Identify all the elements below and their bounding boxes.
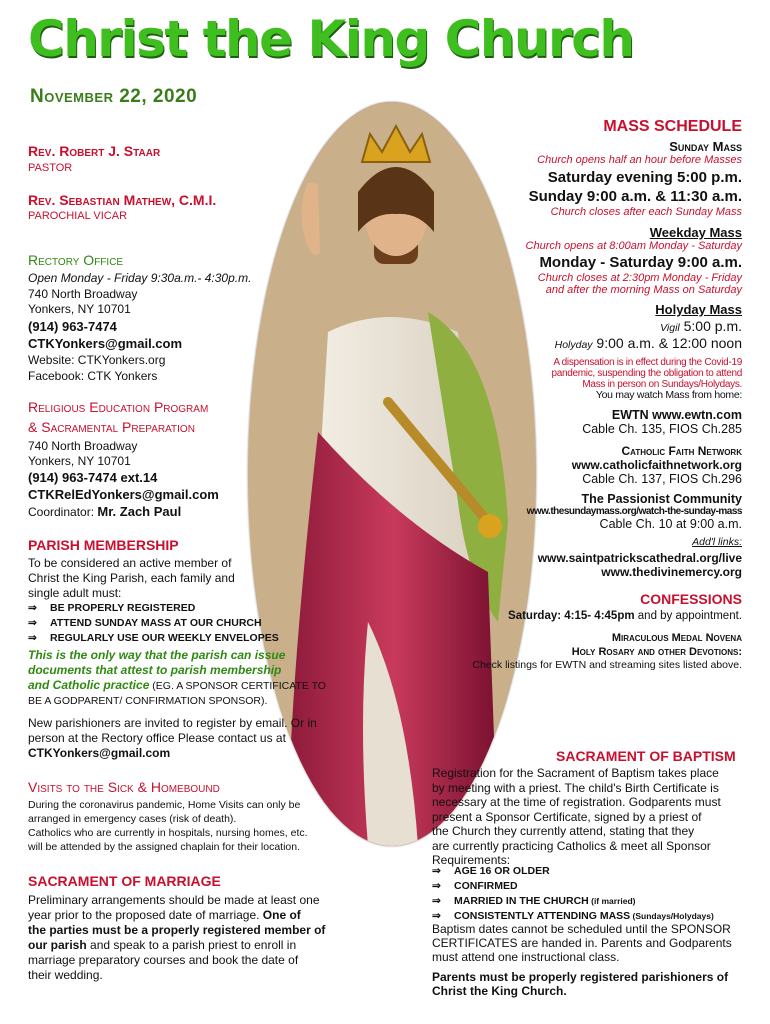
conf-time-rest: and by appointment. <box>634 610 742 622</box>
weekday-time: Monday - Saturday 9:00 a.m. <box>539 254 742 271</box>
baptism-line-1: Registration for the Sacrament of Baptism takes place <box>432 766 719 780</box>
marriage-line-1: Preliminary arrangements should be made at least one <box>28 893 320 907</box>
baptism-line-2: by meeting with a priest. The child's Birth Certificate is <box>432 780 719 795</box>
membership-note-4: BE A GODPARENT/ CONFIRMATION SPONSOR). <box>28 695 268 707</box>
conf-time-bold: Saturday: 4:15- 4:45pm <box>508 610 635 622</box>
baptism-requirements-list <box>432 864 714 924</box>
vicar-name: Rev. Sebastian Mathew, C.M.I. <box>28 192 217 208</box>
membership-list <box>28 601 279 646</box>
disp-2: pandemic, suspending the obligation to attend <box>551 368 742 379</box>
membership-title: PARISH MEMBERSHIP <box>28 537 179 553</box>
baptism-line-12: Christ the King Church. <box>432 984 567 998</box>
membership-note-2: documents that attest to parish membership <box>28 663 282 677</box>
rectory-title: Rectory Office <box>28 252 124 268</box>
membership-intro <box>28 556 268 601</box>
list-item: ⇒ REGULARLY USE OUR WEEKLY ENVELOPES <box>28 631 279 646</box>
marriage-line-4a: our parish <box>28 938 87 952</box>
membership-intro-2: Christ the King Parish, each family and <box>28 571 235 585</box>
vigil-row <box>442 318 742 334</box>
visits-text <box>28 798 340 854</box>
bap-item-3: MARRIED IN THE CHURCH <box>454 895 589 907</box>
baptism-line-4: present a Sponsor Certificate, signed by a priest of <box>432 809 702 824</box>
disp-3: Mass in person on Sundays/Holydays. <box>582 379 742 390</box>
membership-note-3: and Catholic practice <box>28 678 150 692</box>
bap-item-4: CONSISTENTLY ATTENDING MASS <box>454 910 631 922</box>
disp-4: You may watch Mass from home: <box>595 389 742 401</box>
rectory-phone: (914) 963-7474 <box>28 319 117 334</box>
sunday-close: Church closes after each Sunday Mass <box>550 206 742 218</box>
marriage-title: SACRAMENT OF MARRIAGE <box>28 873 221 889</box>
baptism-line-5: the Church they currently attend, stating that they <box>432 824 695 838</box>
sunday-sunday-time: Sunday 9:00 a.m. & 11:30 a.m. <box>528 188 742 205</box>
vigil-time: 5:00 p.m. <box>679 318 742 334</box>
confessions-title: CONFESSIONS <box>640 591 742 607</box>
holyday-time: 9:00 a.m. & 12:00 noon <box>592 335 742 351</box>
passionist-link[interactable]: www.thesundaymass.org/watch-the-sunday-mass <box>526 506 742 517</box>
membership-intro-1: To be considered an active member of <box>28 556 232 570</box>
rectory-website: Website: CTKYonkers.org <box>28 353 166 367</box>
membership-note <box>28 648 326 709</box>
devotions-title: Holy Rosary and other Devotions: <box>571 646 742 658</box>
sunday-saturday-time: Saturday evening 5:00 p.m. <box>547 169 742 186</box>
marriage-line-6: their wedding. <box>28 968 103 982</box>
bap-item-3-sub: (if married) <box>588 896 636 906</box>
cathedral-link[interactable]: www.saintpatrickscathedral.org/live <box>537 551 742 565</box>
marriage-line-4b: and speak to a parish priest to enroll in <box>86 938 297 952</box>
list-item: ⇒ CONFIRMED <box>432 879 714 894</box>
baptism-line-7: Requirements: <box>432 853 511 867</box>
list-item: ⇒ BE PROPERLY REGISTERED <box>28 601 279 616</box>
weekday-open: Church opens at 8:00am Monday - Saturday <box>525 240 742 252</box>
baptism-footer <box>432 922 742 998</box>
baptism-line-8: Baptism dates cannot be scheduled until the SPONSOR <box>432 922 731 936</box>
marriage-line-2a: year prior to the proposed date of marriage. <box>28 908 263 922</box>
sunday-mass-title: Sunday Mass <box>669 139 742 154</box>
membership-new <box>28 716 338 761</box>
divine-mercy-link[interactable]: www.thedivinemercy.org <box>601 565 742 579</box>
weekday-close-1: Church closes at 2:30pm Monday - Friday <box>537 272 742 284</box>
list-item: ⇒ AGE 16 OR OLDER <box>432 864 714 879</box>
marriage-line-5: marriage preparatory courses and book the date of <box>28 953 299 967</box>
baptism-title: SACRAMENT OF BAPTISM <box>556 748 736 764</box>
ewtn-link[interactable]: EWTN www.ewtn.com <box>611 408 742 422</box>
weekday-close-2: and after the morning Mass on Saturday <box>545 284 742 296</box>
coordinator-label: Coordinator: <box>28 505 98 519</box>
mass-schedule <box>442 118 742 671</box>
list-item <box>432 894 714 909</box>
marriage-text <box>28 893 340 983</box>
addl-links-label: Add'l links: <box>692 536 742 548</box>
rectory-hours: Open Monday - Friday 9:30a.m.- 4:30p.m. <box>28 271 252 285</box>
membership-note-3b: (EG. A SPONSOR CERTIFICATE TO <box>149 680 326 692</box>
visits-p1b: arranged in emergency cases (risk of death). <box>28 813 237 825</box>
membership-note-1: This is the only way that the parish can issue <box>28 648 286 662</box>
marriage-line-3: the parties must be a properly registered member of <box>28 923 326 937</box>
bulletin-date: November 22, 2020 <box>30 86 198 107</box>
pastor-name: Rev. Robert J. Staar <box>28 143 161 159</box>
religious-ed-address-2: Yonkers, NY 10701 <box>28 454 131 468</box>
cfn-title: Catholic Faith Network <box>621 444 742 458</box>
religious-ed-coordinator <box>28 504 181 520</box>
baptism-line-3: necessary at the time of registration. Godparents must <box>432 795 721 809</box>
sunday-open: Church opens half an hour before Masses <box>537 154 742 166</box>
vigil-label: Vigil <box>660 322 680 334</box>
cfn-cable: Cable Ch. 137, FIOS Ch.296 <box>582 472 742 486</box>
vicar-role: PAROCHIAL VICAR <box>28 210 128 222</box>
novena-note: Check listings for EWTN and streaming sites listed above. <box>472 659 742 671</box>
passionist-cable: Cable Ch. 10 at 9:00 a.m. <box>599 517 742 531</box>
visits-p2b: will be attended by the assigned chaplain for their location. <box>28 841 301 853</box>
rectory-facebook: Facebook: CTK Yonkers <box>28 369 158 383</box>
membership-new-3: CTKYonkers@gmail.com <box>28 746 171 760</box>
holyday-mass-title: Holyday Mass <box>655 302 742 317</box>
religious-ed-title-2: & Sacramental Preparation <box>28 419 195 435</box>
membership-intro-3: single adult must: <box>28 586 122 600</box>
baptism-text <box>432 766 742 868</box>
disp-1: A dispensation is in effect during the Covid-19 <box>553 357 742 368</box>
religious-ed-email: CTKRelEdYonkers@gmail.com <box>28 487 219 502</box>
passionist-title: The Passionist Community <box>581 492 742 506</box>
membership-new-2: person at the Rectory office Please contact us at <box>28 731 286 745</box>
coordinator-name: Mr. Zach Paul <box>97 504 182 519</box>
confessions-time <box>442 610 742 622</box>
novena-title: Miraculous Medal Novena <box>611 632 742 644</box>
rectory-address-1: 740 North Broadway <box>28 287 138 301</box>
rectory-address-2: Yonkers, NY 10701 <box>28 302 131 316</box>
bulletin-title: Christ the King Church <box>28 10 634 68</box>
holyday-row <box>442 335 742 351</box>
baptism-line-11: Parents must be properly registered parishioners of <box>432 970 729 984</box>
bap-item-4-sub: (Sundays/Holydays) <box>630 911 714 921</box>
visits-p1a: During the coronavirus pandemic, Home Visits can only be <box>28 799 301 811</box>
baptism-line-10: must attend one instructional class. <box>432 950 620 964</box>
mass-schedule-title: MASS SCHEDULE <box>603 118 742 135</box>
rectory-email: CTKYonkers@gmail.com <box>28 336 183 351</box>
weekday-mass-title: Weekday Mass <box>649 225 742 240</box>
religious-ed-title-1: Religious Education Program <box>28 399 209 415</box>
pastor-role: PASTOR <box>28 162 73 174</box>
religious-ed-address-1: 740 North Broadway <box>28 439 138 453</box>
religious-ed-phone: (914) 963-7474 ext.14 <box>28 470 158 485</box>
marriage-line-2b: One of <box>262 908 301 922</box>
baptism-line-6: are currently practicing Catholics & meet all Sponsor <box>432 838 711 853</box>
holyday-label: Holyday <box>554 339 593 351</box>
visits-title: Visits to the Sick & Homebound <box>28 779 220 795</box>
list-item: ⇒ ATTEND SUNDAY MASS AT OUR CHURCH <box>28 616 279 631</box>
visits-p2a: Catholics who are currently in hospitals, nursing homes, etc. <box>28 827 308 839</box>
membership-new-1: New parishioners are invited to register by email. Or in <box>28 716 317 730</box>
baptism-line-9: CERTIFICATES are handed in. Parents and Godparents <box>432 936 732 950</box>
cfn-link[interactable]: www.catholicfaithnetwork.org <box>571 458 742 472</box>
ewtn-cable: Cable Ch. 135, FIOS Ch.285 <box>582 422 742 436</box>
dispensation-text <box>442 357 742 401</box>
